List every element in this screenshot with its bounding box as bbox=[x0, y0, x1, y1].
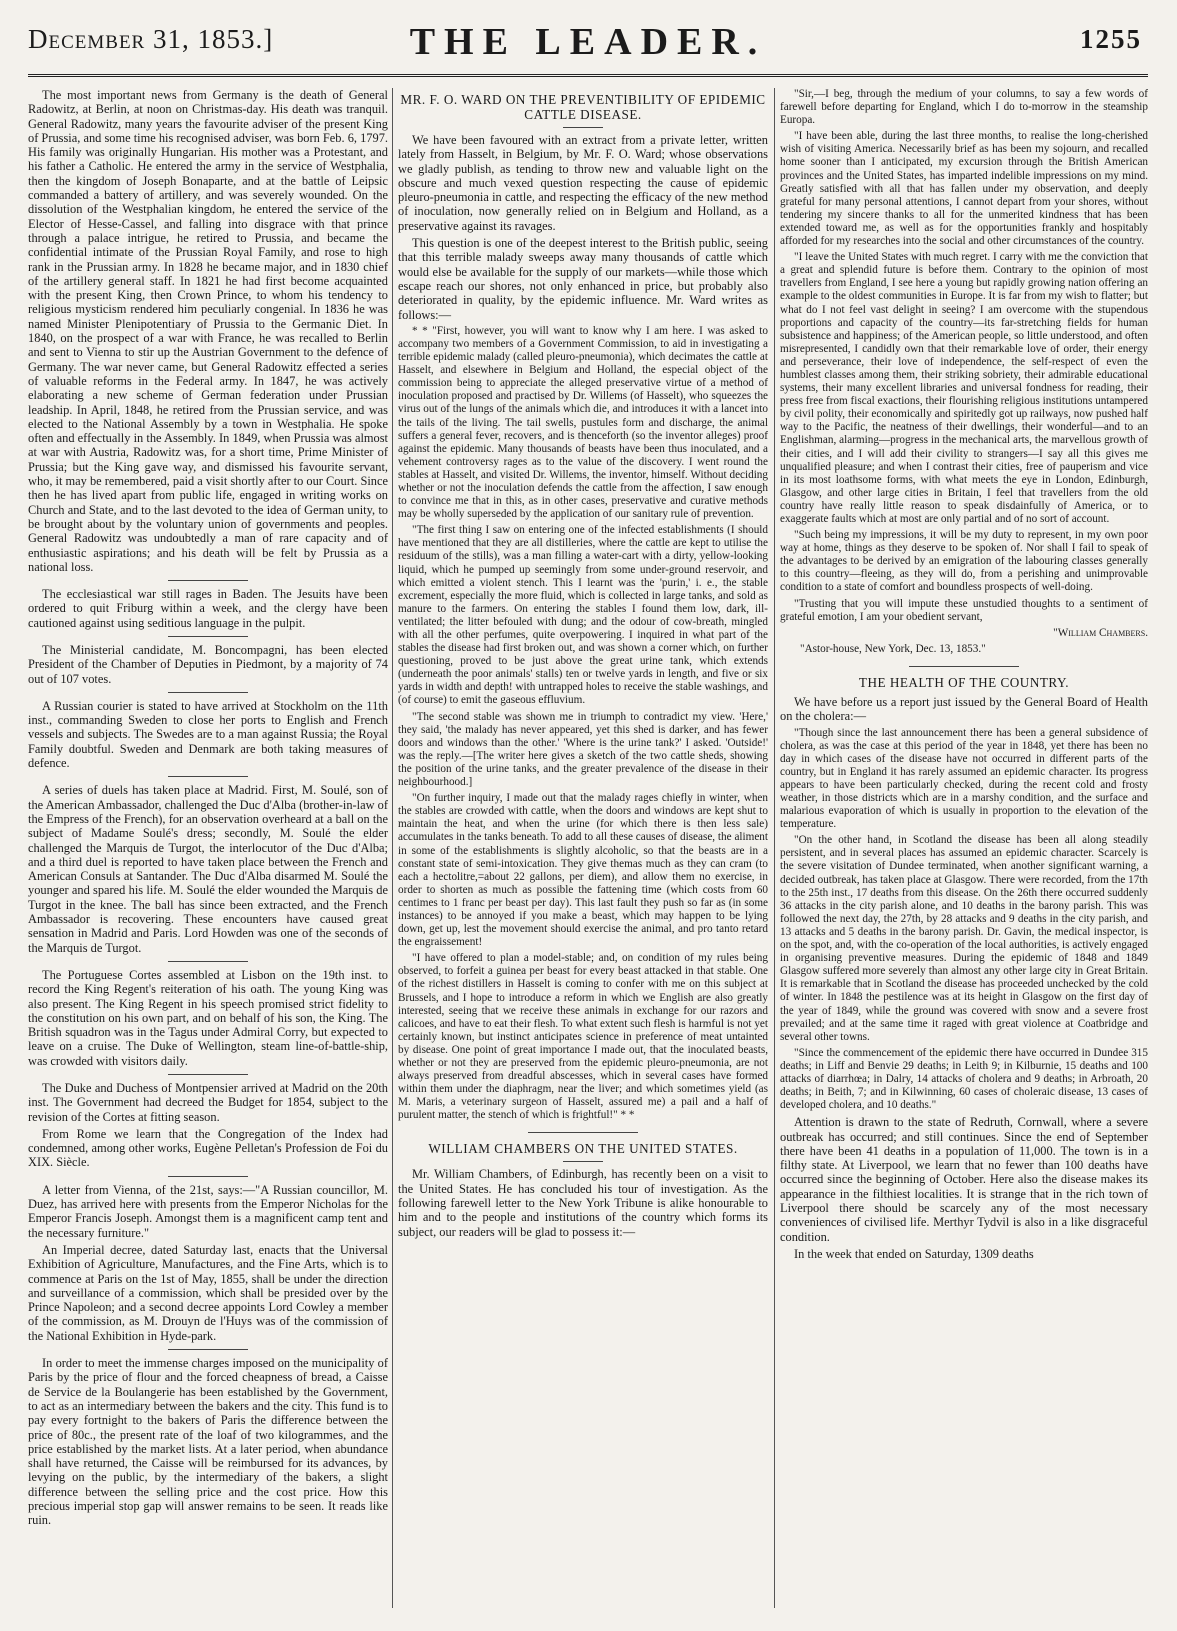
news-stockholm: A Russian courier is stated to have arrived at Stockholm on the 11th inst., commanding Sweden to close her ports to English and French vessels and subjects. The Swedes are to a man against Russia; the Royal Family doubtful. Sweden and Denmark are both taking measures of defence. bbox=[28, 698, 388, 771]
column-3 bbox=[780, 88, 1148, 1618]
column-divider-1 bbox=[392, 88, 393, 1608]
separator bbox=[563, 127, 603, 128]
ward-letter-paragraph: "I have offered to plan a model-stable; and, on condition of my rules being observed, to forfeit a guinea per beast for every beast attacked in that stable. One of the richest distillers in Hasselt is coming to confer with me on this subject at Brussels, and I hope to introduce a reform in which we English are also greatly interested, seeing that we receive these animals in exchange for our razors and calicoes, and have to eat their flesh. To what extent such flesh is harmful is not yet certainly known, but instinct anticipates science in preference of meat untainted by disease. One point of great importance I made out, that the inoculated beasts, whether or not they are preserved from the epidemic pleuro-pneumonia, are not always preserved from dreadful abscesses, which in several cases have formed within them under the diaphragm, near the liver; and which sometimes yield (as M. Maris, a veterinary surgeon of Hasselt, assured me) a pail and a half of purulent matter, the stench of which is frightful!" * * bbox=[398, 952, 768, 1122]
news-piedmont: The Ministerial candidate, M. Boncompagni, has been elected President of the Chamber of Deputies in Piedmont, by a majority of 74 out of 107 votes. bbox=[28, 642, 388, 686]
ward-context: This question is one of the deepest interest to the British public, seeing that this terrible malady sweeps away many thousands of cattle which would else be available for the supply of our markets—while those which escape reach our shores, not only enhanced in price, but probably also deteriorated in quality, by the epidemic influence. Mr. Ward writes as follows:— bbox=[398, 236, 768, 322]
column-1 bbox=[28, 88, 388, 1618]
news-rome-index: From Rome we learn that the Congregation of the Index had condemned, among other works, Eugène Pelletan's Profession de Foi du XIX. Siècle. bbox=[28, 1126, 388, 1170]
letter-dateline: "Astor-house, New York, Dec. 13, 1853." bbox=[800, 642, 986, 655]
ward-intro: We have been favoured with an extract from a private letter, written lately from Hasselt, in Belgium, by Mr. F. O. Ward; whose observations we gladly publish, as tending to throw new and valuable light on the obscure and much vexed question respecting the cause of epidemic pleuro-pneumonia in cattle, and respecting the efficacy of the new method of inoculation, now generally relied on in Belgium and Holland, as a preservative against its ravages. bbox=[398, 133, 768, 233]
separator bbox=[563, 1161, 603, 1162]
separator bbox=[168, 776, 248, 777]
separator bbox=[528, 1132, 638, 1133]
column-2 bbox=[398, 88, 768, 1618]
health-intro: We have before us a report just issued by the General Board of Health on the cholera:— bbox=[780, 694, 1148, 724]
news-vienna: A letter from Vienna, of the 21st, says:—"A Russian councillor, M. Duez, has arrived here with presents from the Emperor Nicholas for the Emperor Francis Joseph. Amongst them is a magnificent camp tent and the necessary furniture." bbox=[28, 1182, 388, 1240]
cholera-report-paragraph: "Since the commencement of the epidemic there have occurred in Dundee 315 deaths; in Liff and Benvie 29 deaths; in Leith 9; in Kilburnie, 15 deaths and 100 attacks of diarrhœa; in Dalry, 14 attacks of cholera and 9 deaths; in Arbroath, 20 deaths; in Beith, 7; and in Kilwinning, 60 cases of choleraic disease, 13 cases of developed cholera, and 10 deaths." bbox=[780, 1046, 1148, 1112]
separator bbox=[168, 1176, 248, 1177]
cholera-report-paragraph: "Though since the last announcement there has been a general subsidence of cholera, as was the case at this period of the year in 1848, yet there has been no day in which cases of the disease have not occurred in different parts of the country, but in England it has rarely assumed an epidemic character. Its progress appears to have been particularly checked, during the recent cold and frosty weather, in those districts which are in a marshy condition, and the surface and malarious evaporation of which is usually in proportion to the elevation of the temperature. bbox=[780, 726, 1148, 831]
newspaper-title: THE LEADER. bbox=[409, 21, 767, 63]
cholera-report-paragraph: "On the other hand, in Scotland the disease has been all along steadily persistent, and in several places has assumed an epidemic character. Scarcely is the severe visitation of Dundee terminated, when another significant warning, a decided outbreak, has taken place at Glasgow. There were recorded, from the 17th to the 25th inst., 17 deaths from this disease. On the 26th there occurred suddenly 36 attacks in the city parish alone, and 10 deaths in the barony parish. This was followed the next day, the 27th, by 28 attacks and 9 deaths in the city parish, and 13 attacks and 5 deaths in the barony parish. Dr. Gavin, the medical inspector, is on the spot, and, with the co-operation of the local authorities, is actively engaged in organising preventive measures. During the epidemic of 1848 and 1849 Glasgow suffered more severely than almost any other large city in Great Britain. It is remarkable that in Scotland the disease has proceeded unchecked by the cold of winter. In 1848 the pestilence was at its height in Glasgow on the first day of the year of 1849, while the ground was covered with snow and a severe frost prevailed; and at the same time it raged with great violence at Coatbridge and several other towns. bbox=[780, 834, 1148, 1043]
health-redruth: Attention is drawn to the state of Redruth, Cornwall, where a severe outbreak has occurred; and still continues. Since the end of September there have been 41 deaths in a population of 11,000. The town is in a filthy state. At Liverpool, we learn that no fewer than 100 deaths have occurred since the beginning of October. Here also the disease makes its appearance in the filthiest localities. It is strange that in the rich town of Liverpool there should be scarcely any of the most necessary conveniences of civilised life. Merthyr Tydvil is also in a like disgraceful condition. bbox=[780, 1115, 1148, 1244]
issue-date: December 31, 1853.] bbox=[28, 24, 274, 54]
chambers-letter-paragraph: "Trusting that you will impute these unstudied thoughts to a sentiment of grateful emotion, I am your obedient servant, bbox=[780, 597, 1148, 623]
chambers-intro: Mr. William Chambers, of Edinburgh, has recently been on a visit to the United States. He has concluded his tour of investigation. As the following farewell letter to the New York Tribune is alike honourable to him and to the people and institutions of the country which forms its subject, our readers will be glad to possess it:— bbox=[398, 1167, 768, 1239]
masthead bbox=[28, 14, 1148, 74]
letter-signature: "William Chambers. bbox=[1053, 626, 1148, 639]
chambers-letter-paragraph: "Sir,—I beg, through the medium of your columns, to say a few words of farewell before departing for England, which I do to-morrow in the steamship Europa. bbox=[780, 88, 1148, 127]
article-heading-health: THE HEALTH OF THE COUNTRY. bbox=[858, 674, 1070, 690]
chambers-letter-paragraph: "Such being my impressions, it will be my duty to represent, in my own poor way at home, things as they deserve to be spoken of. Nor shall I fail to speak of the advantages to be derived by an emigration of the labouring classes generally to this country—fleeing, as they will do, from a perishing and unimprovable condition to a state of comfort and boundless prospects of well-doing. bbox=[780, 529, 1148, 594]
ward-letter-paragraph: "The second stable was shown me in triumph to contradict my view. 'Here,' they said, 'the malady has never appeared, yet this shed is darker, and has fewer doors and windows than the other.' 'Where is the urine tank?' I asked. 'Outside!' was the reply.—[The writer here gives a sketch of the two cattle sheds, showing the position of the urine tanks, and the greater prevalence of the disease in their neighbourhood.] bbox=[398, 710, 768, 789]
chambers-letter-paragraph: "I have been able, during the last three months, to realise the long-cherished wish of visiting America. Necessarily brief as has been my sojourn, and recalled home sooner than I anticipated, my excursion through the British American provinces and the United States, has imparted indelible impressions on my mind. Greatly satisfied with all that has fallen under my observation, and deeply grateful for many personal attentions, I cannot depart from your shores, without tendering my sincere thanks to all for the unmerited kindness that has been extended toward me, as well as for the opportunities frankly and hospitably afforded for my researches into the social and other circumstances of the country. bbox=[780, 130, 1148, 248]
ward-letter-paragraph: "On further inquiry, I made out that the malady rages chiefly in winter, when the stables are crowded with cattle, when the doors and windows are kept shut to maintain the heat, and when the urine (for which there is then less sale) accumulates in the tanks beneath. To add to all these causes of disease, the aliment in some of the establishments is slightly alcoholic, so that the beasts are in a constant state of semi-intoxication. They give themas much as they can cram (to each a hectolitre,=about 22 gallons, per diem), and allow them no exercise, in order to shorten as much as possible the fattening time (which costs from 60 centimes to 1 franc per beast per day). This last fault they push so far as (in some instances) to be annoyed if you make a beast, which may happen to be lying down, get up, lest the movement should exercise the animal, and pro tanto retard the engraissement! bbox=[398, 792, 768, 949]
column-divider-2 bbox=[774, 88, 775, 1608]
masthead-rule bbox=[28, 74, 1148, 77]
separator bbox=[168, 1074, 248, 1075]
news-madrid-duels: A series of duels has taken place at Madrid. First, M. Soulé, son of the American Ambassador, challenged the Duc d'Alba (brother-in-law of the Empress of the French), for an observation overheard at a ball on the subject of Madame Soulé's dress; secondly, M. Soulé the elder challenged the Marquis de Turgot, the interlocutor of the Duc d'Alba; and a third duel is reported to have taken place between the French and American Consuls at Santander. The Duc d'Alba disarmed M. Soulé the younger and spared his life. M. Soulé the elder wounded the Marquis de Turgot in the knee. The ball has since been extracted, and the French Ambassador is recovering. These encounters have caused great sensation in Madrid and Paris. Lord Howden was one of the seconds of the Marquis de Turgot. bbox=[28, 783, 388, 955]
separator bbox=[168, 692, 248, 693]
news-montpensier: The Duke and Duchess of Montpensier arrived at Madrid on the 20th inst. The Government had decreed the Budget for 1854, subject to the revision of the Cortes at fitting season. bbox=[28, 1081, 388, 1124]
news-exhibition-decree: An Imperial decree, dated Saturday last, enacts that the Universal Exhibition of Agriculture, Manufactures, and the Fine Arts, which is to commence at Paris on the 1st of May, 1855, shall be under the direction and surveillance of a commission, which shall be presided over by the Prince Napoleon; and a second decree appoints Lord Cowley a member of the commission, as M. Drouyn de l'Huys was of the commission of the National Exhibition in Hyde-park. bbox=[28, 1242, 388, 1343]
page-number: 1255 bbox=[1080, 24, 1142, 54]
article-heading-chambers: WILLIAM CHAMBERS ON THE UNITED STATES. bbox=[428, 1141, 738, 1157]
chambers-letter-paragraph: "I leave the United States with much regret. I carry with me the conviction that a great and splendid future is before them. Contrary to the opinion of most travellers from England, I see here a young but rapidly growing nation offering an example to the oldest communities in Europe. It is far from my wish to flatter; but what do I not feel vast delight in seeing? I am overcome with the stupendous proportions and capacity of the country—its far-stretching fields for human subsistence and happiness; of the American people, so little understood, and often misrepresented, I candidly own that their remarkable love of order, their energy and perseverance, their love of independence, the self-respect of even the humblest classes among them, their striking sobriety, their admirable educational systems, their many excellent libraries and universal fondness for reading, their press free from fiscal exactions, their flourishing religious institutions untampered by civil polity, their economically and spiritedly got up railways, now pushed half way to the Pacific, the neatness of their dwellings, their wonderful—and to an Englishman, alarming—progress in the mechanical arts, the marvellous growth of their cities, and I will add their civility to strangers—I say all this gives me unqualified pleasure; and when I contrast their cities, free of pauperism and vice in its most loathsome forms, with what meets the eye in London, Edinburgh, Glasgow, and other large cities in Britain, I feel that travellers from the old country have really little reason to speak disdainfully of America, or to exaggerate faults which at most are only partial and of no sort of account. bbox=[780, 251, 1148, 525]
separator bbox=[168, 1349, 248, 1350]
ward-letter-paragraph: "The first thing I saw on entering one of the infected establishments (I should have mentioned that they are all distilleries, where the cattle are kept to utilise the residuum of the stills), was a man filling a water-cart with a dirty, yellow-looking liquid, which he pumped up seemingly from some under-ground reservoir, and which emitted a violent stench. This I learnt was the 'purin,' i. e., the stable excrement, especially the more fluid, which is collected in large tanks, and sold as manure to the farmers. On entering the stables I found them low, dark, ill-ventilated; the litter befouled with dung; and the odour of cow-breath, mingled with all the other perfumes, quite overpowering. I inquired in what part of the stables the disease had first broken out, and was shown a corner which, on further questioning, proved to be just above the great urine tank, which extends (underneath the poor animals' stalls) ten or twelve yards in length, and five or six yards in width and depth! with untrapped holes to receive the stable washings, and (of course) to emit the gaseous effluvium. bbox=[398, 524, 768, 707]
article-heading-ward: MR. F. O. WARD ON THE PREVENTIBILITY OF EPIDEMIC CATTLE DISEASE. bbox=[400, 92, 766, 122]
health-week-deaths: In the week that ended on Saturday, 1309 deaths bbox=[794, 1246, 1034, 1261]
ward-letter-paragraph: * * "First, however, you will want to know why I am here. I was asked to accompany two members of a Government Commission, to aid in investigating a terrible epidemic malady (called pleuro-pneumonia), which decimates the cattle at Hasselt, and elsewhere in Belgium and Holland, the especial object of the commission being to appreciate the alleged preservative virtue of a method of inoculation proposed and practised by Dr. Willems (of Hasselt), who squeezes the virus out of the lungs of the animals which die, and introduces it with a lancet into the tails of the living. The tail swells, pustules form and discharge, the animal suffers a general fever, recovers, and is thenceforth (so the inventor alleges) proof against the epidemic. Many thousands of beasts have been thus inoculated, and a vehement controversy rages as to the value of the discovery. I went round the stables at Hasselt, and visited Dr. Willems, the inventor, himself. Without deciding whether or not the inoculation defends the cattle from the affection, I saw enough to convince me that in this, as in other cases, preservative and curative methods may be wholly superseded by the application of our sanitary rule of prevention. bbox=[398, 324, 768, 521]
separator bbox=[168, 636, 248, 637]
news-paris-bread: In order to meet the immense charges imposed on the municipality of Paris by the price of flour and the forced cheapness of bread, a Caisse de Service de la Boulangerie has been established by the Government, to act as an intermediary between the bakers and the city. This fund is to pay every fortnight to the bakers of Paris the difference between the price of 80c., the present rate of the loaf of two kilogrammes, and the price established by the market lists. At a later period, when abundance shall have returned, the Caisse will be reimbursed for its advances, by levying on the public, by the intermediary of the bakers, a slight difference between the selling price and the cost price. How this precious imperial stop gap will answer remains to be seen. It reads like ruin. bbox=[28, 1356, 388, 1528]
separator bbox=[168, 580, 248, 581]
news-portugal: The Portuguese Cortes assembled at Lisbon on the 19th inst. to record the King Regent's reiteration of his oath. The young King was also present. The King Regent in his speech promised strict fidelity to the constitution on his own part, and on behalf of his son, the King. The British squadron was in the Tagus under Admiral Corry, but expected to leave on a cruise. The Duke of Wellington, steam line-of-battle-ship, was crowded with visitors daily. bbox=[28, 967, 388, 1068]
separator bbox=[909, 666, 1019, 667]
separator bbox=[168, 961, 248, 962]
news-baden: The ecclesiastical war still rages in Baden. The Jesuits have been ordered to quit Friburg within a week, and the clergy have been cautioned against using seditious language in the pulpit. bbox=[28, 587, 388, 630]
news-radowitz: The most important news from Germany is the death of General Radowitz, at Berlin, at noon on Christmas-day. His death was tranquil. General Radowitz, many years the favourite adviser of the present King of Prussia, and some time his recognised adviser, was born Feb. 6, 1797. His family was originally Hungarian. His mother was a Protestant, and his father a Catholic. He entered the army in the service of Westphalia, then the kingdom of Joseph Bonaparte, and at the battle of Leipsic commanded a battery of artillery, and was severely wounded. On the dissolution of the Westphalian kingdom, he entered the service of the Elector of Hesse-Cassel, and falling into disgrace with that prince through a palace intrigue, he retired to Prussia, and became the confidential intimate of the Prussian Royal Family, and rose to high rank in the Prussian army. In 1828 he became major, and in 1830 chief of the artillery general staff. In 1821 he had first become acquainted with the present King, then Crown Prince, to whom his tendency to religious mysticism rendered him peculiarly congenial. In 1836 he was named Minister Plenipotentiary of Prussia to the Germanic Diet. In 1840, on the prospect of a war with France, he was recalled to Berlin and sent to Vienna to stir up the Austrian Government to the defence of Germany. The war never came, but General Radowitz effected a series of valuable reforms in the Federal army. In 1847, he was actively elaborating a new scheme of German federation under Prussian leadship. In April, 1848, he retired from the Prussian service, and was elected to the National Assembly by a town in Westphalia. He spoke often and effectually in the Assembly. In 1849, when Prussia was almost at war with Austria, Radowitz was, for a short time, Prime Minister of Prussia; but the King gave way, and dismissed his favourite servant, who, it may be remembered, paid a visit shortly after to our Court. Since then he has lived apart from public life, engaged in writing works on Church and State, and to the last devoted to the idea of German unity, to be brought about by the voluntary union of governments and peoples. General Radowitz was undoubtedly a man of rare capacity and of enthusiastic aspirations; and his death will be felt by Prussia as a national loss. bbox=[28, 88, 388, 574]
